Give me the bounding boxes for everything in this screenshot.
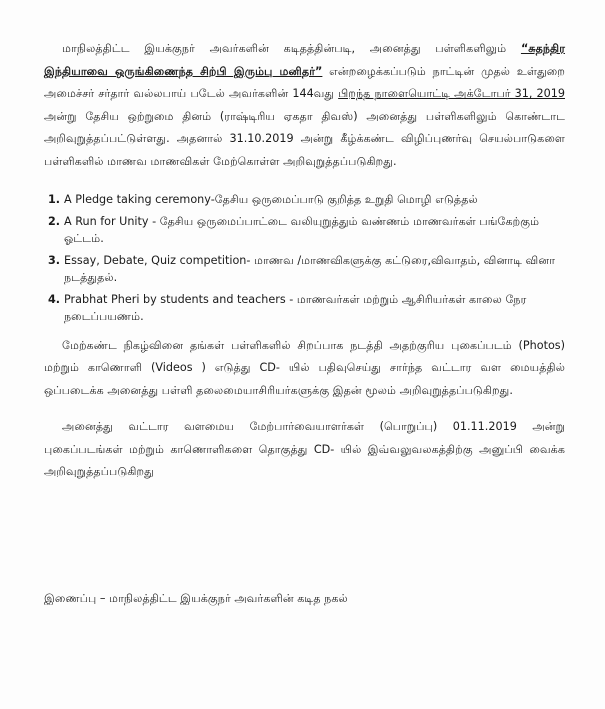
list-text: Prabhat Pheri by students and teachers - மாணவர்கள் மற்றும் ஆசிரியர்கள் காலை நேர நடைப்பயணம். bbox=[64, 292, 527, 323]
list-number: 2. bbox=[48, 214, 61, 228]
list-item bbox=[44, 252, 565, 287]
enclosure-note: இணைப்பு – மாநிலத்திட்ட இயக்குநர் அவர்களின் கடித நகல் bbox=[44, 592, 348, 605]
intro-text-2: என்றழைக்கப்படும் நாட்டின் முதல் உள்துறை அமைச்சர் சர்தார் வல்லபாய் படேல் அவர்களின் 144வது bbox=[44, 64, 565, 100]
list-item bbox=[44, 191, 565, 209]
list-number: 3. bbox=[48, 253, 61, 267]
instruction-paragraph: மேற்கண்ட நிகழ்வினை தங்கள் பள்ளிகளில் சிறப்பாக நடத்தி அதற்குரிய புகைப்படம் (Photos) மற்றும் காணொளி (Videos ) எடுத்து CD- யில் பதிவுசெய்து சார்ந்த வட்டார வள மையத்தில் ஒப்படைக்க அனைத்து பள்ளி தலைமையாசிரியர்களுக்கு இதன் மூலம் அறிவுறுத்தப்படுகிறது. bbox=[44, 338, 565, 397]
list-text: Essay, Debate, Quiz competition- மாணவ /மாணவிகளுக்கு கட்டுரை,விவாதம், வினாடி வினா நடத்துதல். bbox=[64, 253, 556, 284]
supervisor-paragraph: அனைத்து வட்டார வளமைய மேற்பார்வையாளர்கள் (பொறுப்பு) 01.11.2019 அன்று புகைப்படங்கள் மற்றும் காணொளிகளை தொகுத்து CD- யில் இவ்வலுவலகத்திற்கு அனுப்பி வைக்க அறிவுறுத்தப்படுகிறது bbox=[44, 420, 565, 478]
list-text: A Run for Unity - தேசிய ஒருமைப்பாட்டை வலியுறுத்தும் வண்ணம் மாணவர்கள் பங்கேற்கும் ஓட்டம். bbox=[64, 214, 540, 245]
intro-date: பிறந்த நாளையொட்டி அக்டோபர் 31, 2019 bbox=[338, 87, 565, 100]
intro-quote: “சுதந்திர இந்தியாவை ஒருங்கிணைந்த சிற்பி இரும்பு மனிதர்” bbox=[44, 42, 565, 78]
activity-list bbox=[44, 191, 565, 326]
list-number: 4. bbox=[48, 292, 61, 306]
list-item bbox=[44, 291, 565, 326]
list-text: A Pledge taking ceremony-தேசிய ஒருமைப்பாடு குறித்த உறுதி மொழி எடுத்தல் bbox=[64, 193, 478, 206]
intro-text-1: மாநிலத்திட்ட இயக்குநர் அவர்களின் கடிதத்தின்படி, அனைத்து பள்ளிகளிலும் bbox=[62, 42, 521, 55]
list-item bbox=[44, 213, 565, 248]
list-number: 1. bbox=[48, 193, 61, 206]
intro-text-3: அன்று தேசிய ஒற்றுமை தினம் (ராஷ்டிரிய ஏகதா திவஸ்) அனைத்து பள்ளிகளிலும் கொண்டாட அறிவுறுத்தப்பட்டுள்ளது. அதனால் 31.10.2019 அன்று கீழ்க்கண்ட விழிப்புணர்வு செயல்பாடுகளை பள்ளிகளில் மாணவ மாணவிகள் மேற்கொள்ள அறிவுறுத்தப்படுகிறது. bbox=[44, 109, 565, 168]
intro-paragraph bbox=[44, 38, 565, 173]
